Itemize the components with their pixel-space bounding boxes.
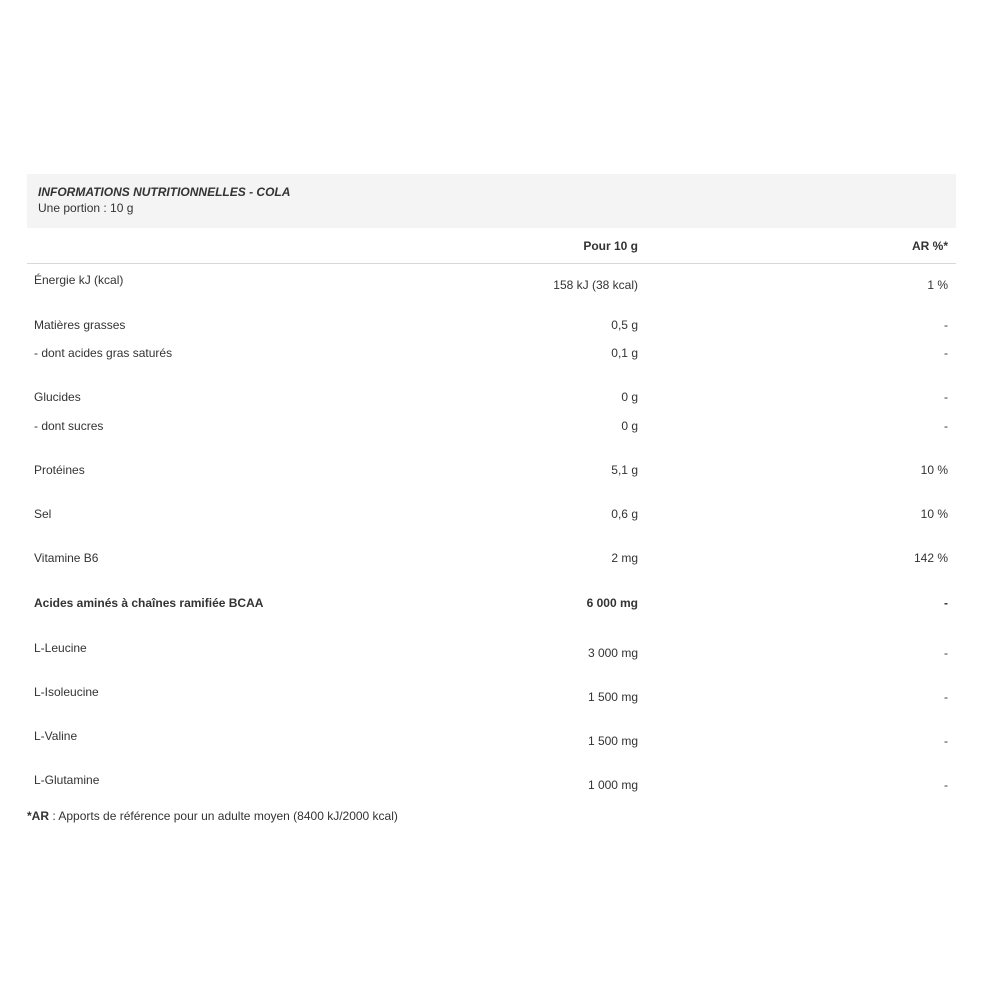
row-label: Protéines [34, 463, 85, 477]
row-value: 5,1 g [611, 463, 638, 477]
footnote-text: : Apports de référence pour un adulte moyen (8400 kJ/2000 kcal) [49, 809, 398, 823]
row-ar-percent: - [944, 690, 948, 704]
column-header-ar: AR %* [911, 239, 948, 253]
row-value: 1 500 mg [587, 734, 638, 748]
row-ar-percent: - [944, 346, 948, 360]
column-headers [27, 228, 956, 264]
row-ar-percent: - [944, 596, 948, 610]
column-header-per-portion: Pour 10 g [583, 239, 638, 253]
row-value: 158 kJ (38 kcal) [553, 278, 638, 292]
footnote-prefix: *AR [27, 809, 50, 823]
row-ar-percent: 10 % [920, 463, 948, 477]
row-ar-percent: 1 % [927, 278, 948, 292]
row-label: Acides aminés à chaînes ramifiée BCAA [34, 596, 264, 610]
row-label: - dont sucres [34, 419, 104, 433]
row-label: Énergie kJ (kcal) [34, 273, 124, 287]
row-value: 0,1 g [611, 346, 638, 360]
row-label: Matières grasses [34, 318, 126, 332]
row-label: Glucides [34, 390, 81, 404]
table-title: INFORMATIONS NUTRITIONNELLES - COLA [38, 185, 291, 199]
portion-size: Une portion : 10 g [38, 201, 134, 215]
row-ar-percent: - [944, 778, 948, 792]
row-label: L-Glutamine [34, 773, 100, 787]
row-label: Sel [34, 507, 52, 521]
row-value: 0,5 g [611, 318, 638, 332]
row-label: L-Leucine [34, 641, 87, 655]
row-ar-percent: - [944, 734, 948, 748]
row-ar-percent: - [944, 646, 948, 660]
nutrition-table [27, 174, 956, 792]
row-value: 0 g [621, 419, 638, 433]
row-label: Vitamine B6 [34, 551, 99, 565]
row-value: 2 mg [611, 551, 638, 565]
row-value: 1 000 mg [587, 778, 638, 792]
table-header-box [27, 174, 956, 228]
row-value: 3 000 mg [587, 646, 638, 660]
row-ar-percent: 142 % [913, 551, 948, 565]
row-value: 1 500 mg [587, 690, 638, 704]
row-ar-percent: 10 % [920, 507, 948, 521]
row-value: 0,6 g [611, 507, 638, 521]
row-label: - dont acides gras saturés [34, 346, 173, 360]
row-ar-percent: - [944, 419, 948, 433]
row-ar-percent: - [944, 390, 948, 404]
footnote [27, 809, 398, 823]
row-value: 6 000 mg [586, 596, 638, 610]
row-ar-percent: - [944, 318, 948, 332]
row-label: L-Valine [34, 729, 78, 743]
row-value: 0 g [621, 390, 638, 404]
row-label: L-Isoleucine [34, 685, 99, 699]
